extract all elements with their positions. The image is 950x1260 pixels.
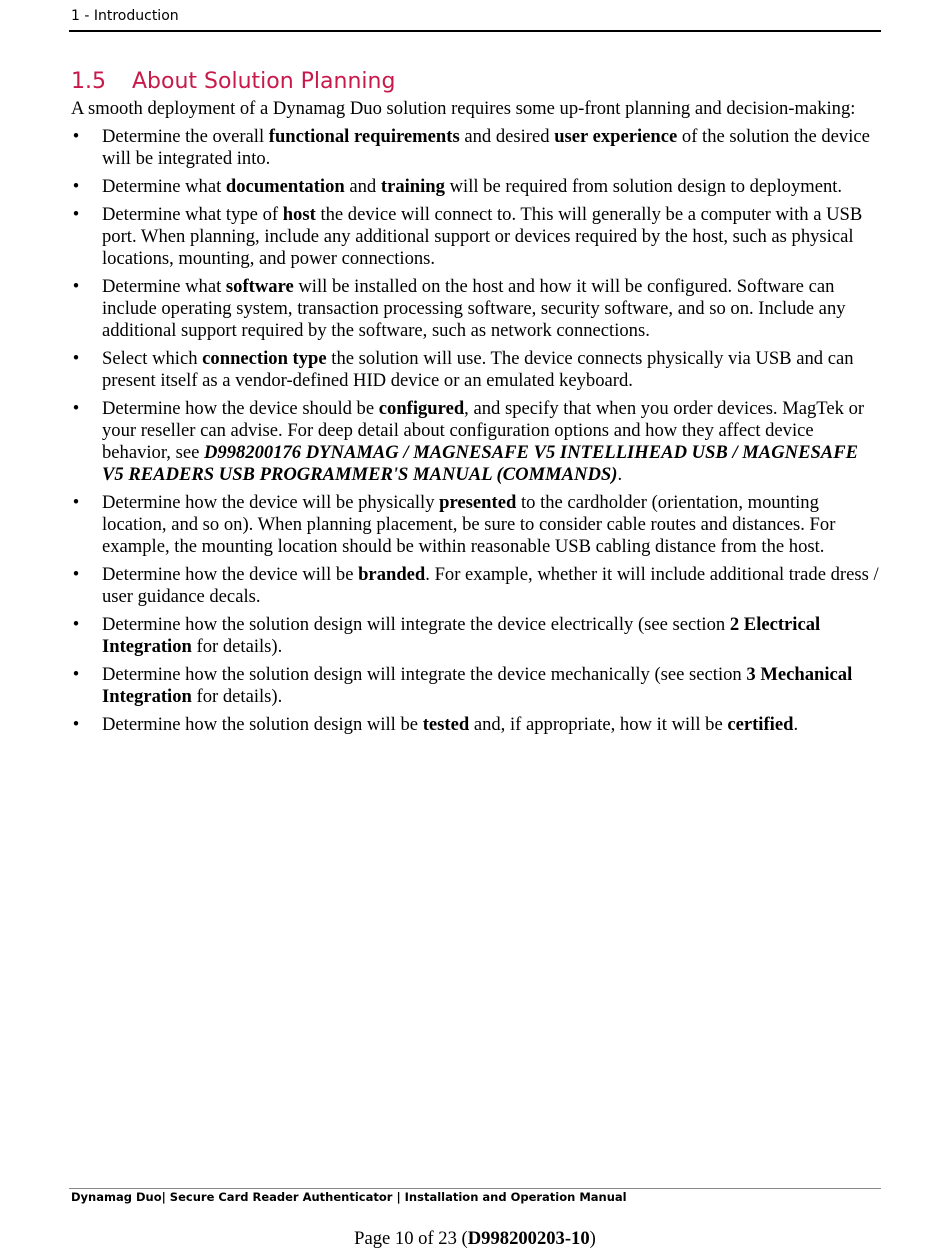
bullet-item <box>71 614 881 658</box>
bullet-dot: • <box>72 714 80 735</box>
text-run: for details). <box>191 636 283 657</box>
bullet-text <box>102 126 881 170</box>
bullet-text <box>102 614 881 658</box>
text-run: will be required from solution design to deployment. <box>444 176 843 197</box>
page-number-prefix: Page 10 of 23 ( <box>354 1228 468 1249</box>
emphasis-text: documentation <box>225 176 345 197</box>
bullet-text <box>102 492 881 558</box>
bullet-dot: • <box>72 664 80 685</box>
footer-rule <box>69 1188 881 1189</box>
text-run: Determine how the solution design will be <box>102 714 423 735</box>
text-run: , and specify that when you order devices. MagTek or your reseller can advise. For deep detail about configuration options and how they affect device behavior, see <box>102 398 865 463</box>
page-number-suffix: ) <box>589 1228 596 1249</box>
bullet-text <box>102 714 881 736</box>
emphasis-text: functional requirements <box>268 126 460 147</box>
text-run: Determine how the device will be <box>102 564 359 585</box>
emphasis-text: 2 Electrical Integration <box>102 614 821 657</box>
bullet-item <box>71 398 881 486</box>
text-run: to the cardholder (orientation, mounting location, and so on). When planning placement, be sure to consider cable routes and distances. For example, the mounting location should be within reasonable USB cabling distance from the host. <box>102 492 836 557</box>
text-run: Determine what <box>102 176 226 197</box>
section-title: About Solution Planning <box>132 69 396 94</box>
emphasis-text: connection type <box>202 348 327 369</box>
text-run: . <box>617 464 623 485</box>
text-run: and desired <box>459 126 555 147</box>
bullet-text <box>102 348 881 392</box>
bullet-dot: • <box>72 398 80 419</box>
intro-paragraph: A smooth deployment of a Dynamag Duo solution requires some up-front planning and decision-making: <box>71 98 856 119</box>
text-run: will be installed on the host and how it will be configured. Software can include operating system, transaction processing software, security software, and so on. Include any additional support required by the software, such as network connections. <box>102 276 846 341</box>
section-heading <box>71 67 395 97</box>
emphasis-text: 3 Mechanical Integration <box>102 664 853 707</box>
emphasis-text: tested <box>422 714 470 735</box>
bullet-item <box>71 714 881 736</box>
emphasis-text: training <box>380 176 445 197</box>
bullet-text <box>102 564 881 608</box>
bullet-item <box>71 276 881 342</box>
emphasis-text: software <box>225 276 294 297</box>
bullet-dot: • <box>72 492 80 513</box>
emphasis-text: configured <box>378 398 465 419</box>
bullet-item <box>71 204 881 270</box>
bullet-item <box>71 126 881 170</box>
footer-document-title: Dynamag Duo| Secure Card Reader Authenticator | Installation and Operation Manual <box>71 1190 627 1204</box>
bullet-dot: • <box>72 276 80 297</box>
page-number <box>0 1228 950 1250</box>
planning-bullet-list <box>71 126 881 742</box>
text-run: for details). <box>191 686 283 707</box>
text-run: the device will connect to. This will generally be a computer with a USB port. When planning, include any additional support or devices required by the host, such as physical locations, mounting, and power connections. <box>102 204 863 269</box>
bullet-text <box>102 176 881 198</box>
emphasis-text: presented <box>439 492 517 513</box>
bullet-item <box>71 348 881 392</box>
bullet-item <box>71 564 881 608</box>
bullet-item <box>71 176 881 198</box>
text-run: of the solution the device will be integrated into. <box>102 126 870 169</box>
emphasis-text: host <box>282 204 316 225</box>
emphasis-text: user experience <box>554 126 678 147</box>
bullet-text <box>102 398 881 486</box>
text-run: Determine what type of <box>102 204 283 225</box>
bullet-text <box>102 204 881 270</box>
text-run: and <box>344 176 381 197</box>
text-run: . For example, whether it will include additional trade dress / user guidance decals. <box>102 564 879 607</box>
bullet-dot: • <box>72 126 80 147</box>
bullet-dot: • <box>72 176 80 197</box>
emphasis-text: D998200176 DYNAMAG / MAGNESAFE V5 INTELLIHEAD USB / MAGNESAFE V5 READERS USB PROGRAMMER'S MANUAL (COMMANDS) <box>102 442 859 485</box>
bullet-dot: • <box>72 564 80 585</box>
bullet-text <box>102 664 881 708</box>
bullet-text <box>102 276 881 342</box>
text-run: Determine what <box>102 276 226 297</box>
bullet-dot: • <box>72 614 80 635</box>
running-header: 1 - Introduction <box>71 8 179 24</box>
text-run: Determine how the device will be physically <box>102 492 440 513</box>
text-run: Determine how the device should be <box>102 398 379 419</box>
emphasis-text: certified <box>727 714 794 735</box>
text-run: Determine the overall <box>102 126 269 147</box>
header-rule <box>69 30 881 32</box>
bullet-item <box>71 492 881 558</box>
section-number: 1.5 <box>71 69 106 94</box>
bullet-item <box>71 664 881 708</box>
text-run: . <box>793 714 799 735</box>
text-run: Determine how the solution design will integrate the device mechanically (see section <box>102 664 747 685</box>
text-run: and, if appropriate, how it will be <box>469 714 728 735</box>
emphasis-text: branded <box>358 564 426 585</box>
bullet-dot: • <box>72 204 80 225</box>
text-run: the solution will use. The device connects physically via USB and can present itself as a vendor-defined HID device or an emulated keyboard. <box>102 348 854 391</box>
text-run: Determine how the solution design will integrate the device electrically (see section <box>102 614 730 635</box>
bullet-dot: • <box>72 348 80 369</box>
text-run: Select which <box>102 348 203 369</box>
document-number: D998200203-10 <box>467 1228 590 1249</box>
